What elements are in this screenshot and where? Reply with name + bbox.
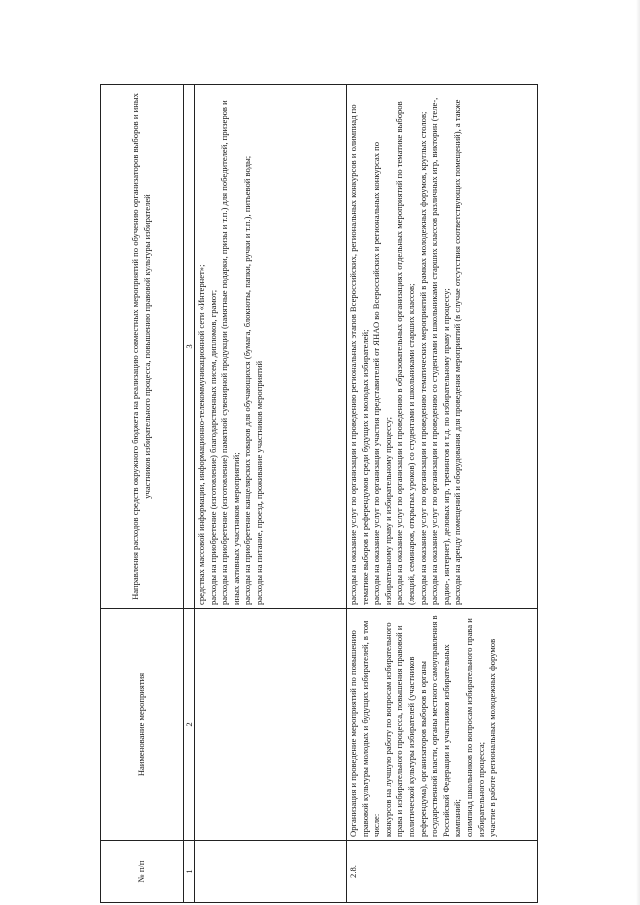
event-line: участие в работе региональных молодежных форумов	[487, 638, 498, 837]
expense-line: средствах массовой информации, информационно-телекоммуникационной сети «Интернет»;	[196, 264, 206, 605]
header-expense-directions: Направления расходов средств окружного бюджета на реализацию совместных мероприятий по обучению организаторов выборов и иных участников избирательного процесса, повышению правовой культуры избирателей	[101, 85, 184, 609]
table-row	[195, 85, 347, 903]
column-number-3: 3	[184, 85, 195, 609]
event-line: конкурсов на лучшую работу по вопросам избирательного права и избирательного процесса, повышения правовой и политической культуры избирателей (участников референдума), организаторов выборов в органы государственной власти, органы местного самоуправления в Российской Федерации и участников избирательных кампаний;	[382, 615, 463, 837]
expense-line: расходы на оказание услуг по организации участия представителей от ЯНАО во Всероссийских и региональных конкурсах по избирательному праву и избирательному процессу;	[371, 141, 393, 605]
column-number-row	[184, 85, 195, 903]
expense-line: расходы на оказание услуг по организации и проведению в образовательных организациях отдельных мероприятий по тематике выборов (лекций, семинаров, открытых уроков) со студентами и школьниками старших классов;	[394, 101, 416, 605]
scan-edge	[636, 0, 640, 905]
expense-line: расходы на питание, проезд, проживание участников мероприятий	[253, 360, 264, 605]
expense-line: расходы на аренду помещений и оборудования для проведения мероприятий (в случае отсутствия соответствующих помещений), а также	[452, 99, 463, 605]
table-row	[347, 85, 538, 903]
row-expenses	[195, 85, 347, 609]
column-number-2: 2	[184, 609, 195, 841]
budget-table	[100, 84, 538, 903]
column-number-1: 1	[184, 841, 195, 903]
expense-line: расходы на оказание услуг по организации и проведению со студентами и школьниками старших классов различных игр, викторин (теле-, радио-, интернет), деловых игр, тренингов и т.д. по избирательному праву и процессу;	[429, 97, 451, 605]
event-line: Организация и проведение мероприятий по повышению правовой культуры молодых и будущих избирателей, в том числе:	[348, 620, 382, 837]
row-expenses	[347, 85, 538, 609]
row-event-name	[347, 609, 538, 841]
event-line: олимпиад школьников по вопросам избирательного права и избирательного процесса;	[463, 618, 486, 837]
row-number: 2.8.	[347, 841, 538, 903]
expense-line: расходы на приобретение (изготовление) памятной сувенирной продукции (памятные подарки, призы и т.п.) для победителей, призеров и иных активных участников мероприятий;	[219, 100, 241, 605]
row-number	[195, 841, 347, 903]
header-row	[101, 85, 184, 903]
header-number: № п/п	[101, 841, 184, 903]
expense-line: расходы на оказание услуг по организации и проведению региональных этапов Всероссийских, региональных конкурсов и олимпиад по тематике выборов и референдумов среди будущих и молодых избирателей;	[348, 104, 370, 605]
rotated-table-wrapper	[100, 85, 538, 903]
expense-line: расходы на оказание услуг по организации и проведению тематических мероприятий в рамках молодежных форумов, круглых столов;	[417, 111, 428, 605]
row-event-name	[195, 609, 347, 841]
header-event-name: Наименование мероприятия	[101, 609, 184, 841]
expense-line: расходы на приобретение (изготовление) благодарственных писем, дипломов, грамот;	[207, 289, 218, 605]
expense-line: расходы на приобретение канцелярских товаров для обучающихся (бумага, блокноты, папки, ручки и т.п.), питьевой воды;	[242, 155, 253, 605]
